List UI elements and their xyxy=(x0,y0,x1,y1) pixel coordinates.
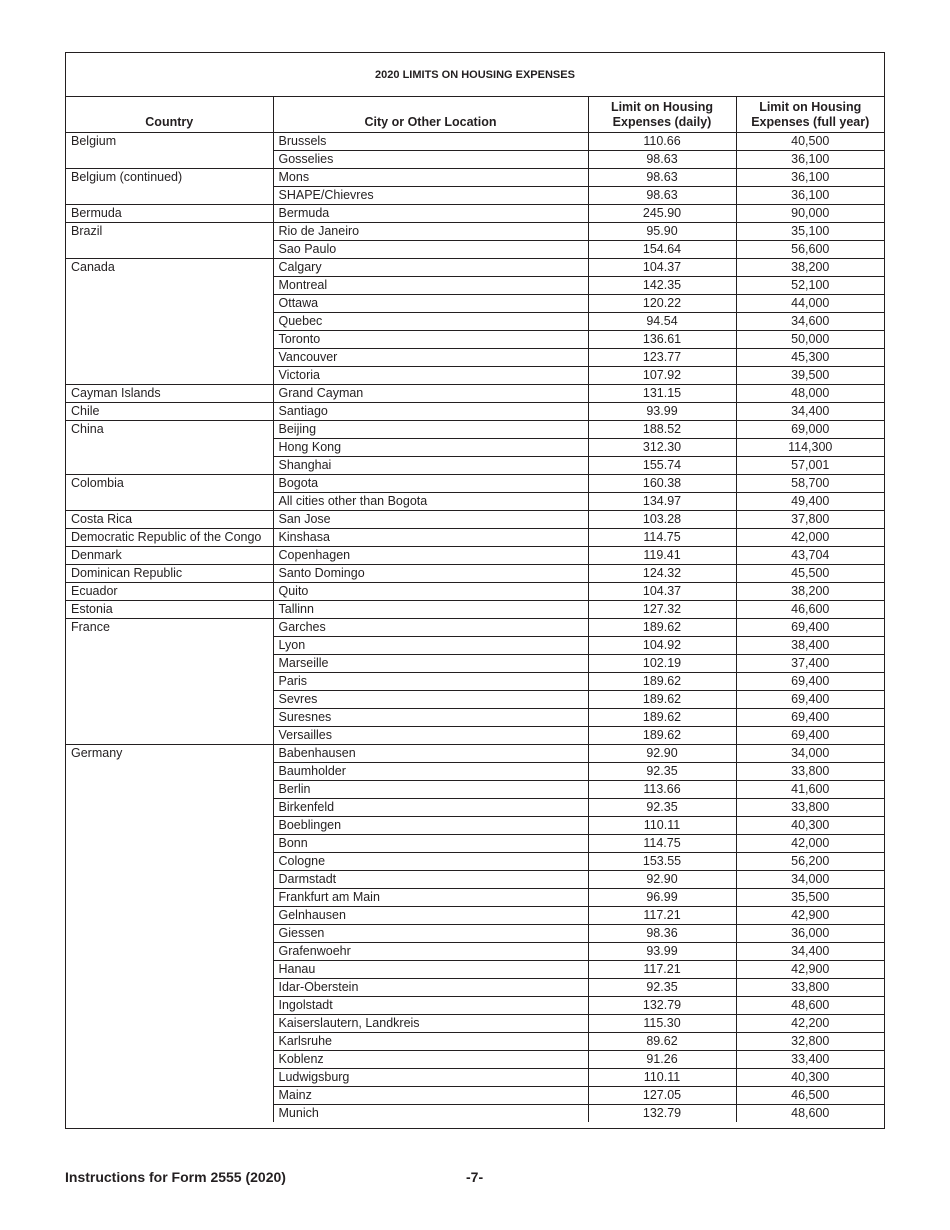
daily-limit-cell: 189.62 xyxy=(588,727,736,745)
city-cell: SHAPE/Chievres xyxy=(273,187,588,205)
table-row xyxy=(66,601,884,619)
daily-limit-cell: 98.63 xyxy=(588,151,736,169)
city-cell: Quebec xyxy=(273,313,588,331)
country-cell: Chile xyxy=(66,403,273,421)
city-cell: Boeblingen xyxy=(273,817,588,835)
table-row xyxy=(66,889,884,907)
city-cell: Giessen xyxy=(273,925,588,943)
table-row xyxy=(66,1105,884,1123)
full-year-limit-cell: 57,001 xyxy=(736,457,884,475)
full-year-limit-cell: 42,900 xyxy=(736,961,884,979)
full-year-limit-cell: 58,700 xyxy=(736,475,884,493)
table-body xyxy=(66,133,884,1123)
daily-limit-cell: 136.61 xyxy=(588,331,736,349)
city-cell: Baumholder xyxy=(273,763,588,781)
table-row xyxy=(66,349,884,367)
full-year-limit-cell: 34,400 xyxy=(736,943,884,961)
daily-limit-cell: 110.11 xyxy=(588,1069,736,1087)
city-cell: Bogota xyxy=(273,475,588,493)
full-year-limit-cell: 49,400 xyxy=(736,493,884,511)
city-cell: Tallinn xyxy=(273,601,588,619)
daily-header-line1: Limit on Housing xyxy=(610,100,714,114)
daily-limit-cell: 115.30 xyxy=(588,1015,736,1033)
table-row xyxy=(66,187,884,205)
full-year-limit-cell: 42,000 xyxy=(736,529,884,547)
daily-limit-cell: 107.92 xyxy=(588,367,736,385)
full-year-limit-cell: 34,400 xyxy=(736,403,884,421)
daily-limit-cell: 189.62 xyxy=(588,691,736,709)
full-year-limit-cell: 46,600 xyxy=(736,601,884,619)
full-year-limit-cell: 35,500 xyxy=(736,889,884,907)
table-row xyxy=(66,817,884,835)
full-year-limit-cell: 69,400 xyxy=(736,691,884,709)
table-row xyxy=(66,799,884,817)
column-header-full-year-limit xyxy=(736,97,884,133)
country-cell xyxy=(66,151,273,169)
country-cell xyxy=(66,781,273,799)
daily-limit-cell: 123.77 xyxy=(588,349,736,367)
full-year-limit-cell: 48,000 xyxy=(736,385,884,403)
table-row xyxy=(66,457,884,475)
daily-limit-cell: 89.62 xyxy=(588,1033,736,1051)
housing-limits-table xyxy=(66,97,884,1122)
city-cell: Lyon xyxy=(273,637,588,655)
full-year-limit-cell: 35,100 xyxy=(736,223,884,241)
city-cell: Versailles xyxy=(273,727,588,745)
daily-limit-cell: 245.90 xyxy=(588,205,736,223)
full-year-limit-cell: 38,200 xyxy=(736,583,884,601)
country-cell: China xyxy=(66,421,273,439)
city-cell: Santo Domingo xyxy=(273,565,588,583)
table-row xyxy=(66,1015,884,1033)
table-row xyxy=(66,691,884,709)
daily-limit-cell: 93.99 xyxy=(588,943,736,961)
full-year-limit-cell: 33,400 xyxy=(736,1051,884,1069)
country-cell xyxy=(66,1069,273,1087)
table-row xyxy=(66,223,884,241)
city-cell: Sao Paulo xyxy=(273,241,588,259)
full-year-limit-cell: 34,600 xyxy=(736,313,884,331)
city-cell: Victoria xyxy=(273,367,588,385)
full-year-limit-cell: 40,300 xyxy=(736,817,884,835)
full-year-limit-cell: 33,800 xyxy=(736,763,884,781)
country-cell: Brazil xyxy=(66,223,273,241)
city-cell: Frankfurt am Main xyxy=(273,889,588,907)
full-year-limit-cell: 56,600 xyxy=(736,241,884,259)
city-cell: Ingolstadt xyxy=(273,997,588,1015)
table-row xyxy=(66,331,884,349)
full-year-limit-cell: 50,000 xyxy=(736,331,884,349)
table-row xyxy=(66,367,884,385)
country-cell xyxy=(66,817,273,835)
country-cell xyxy=(66,493,273,511)
table-row xyxy=(66,295,884,313)
city-cell: Koblenz xyxy=(273,1051,588,1069)
country-cell: Germany xyxy=(66,745,273,763)
full-year-limit-cell: 40,300 xyxy=(736,1069,884,1087)
daily-limit-cell: 91.26 xyxy=(588,1051,736,1069)
table-row xyxy=(66,709,884,727)
table-row xyxy=(66,835,884,853)
table-row xyxy=(66,403,884,421)
table-row xyxy=(66,925,884,943)
city-cell: Garches xyxy=(273,619,588,637)
full-year-limit-cell: 42,900 xyxy=(736,907,884,925)
full-year-limit-cell: 44,000 xyxy=(736,295,884,313)
full-year-limit-cell: 39,500 xyxy=(736,367,884,385)
daily-limit-cell: 95.90 xyxy=(588,223,736,241)
daily-limit-cell: 114.75 xyxy=(588,529,736,547)
country-cell xyxy=(66,655,273,673)
table-title: 2020 LIMITS ON HOUSING EXPENSES xyxy=(66,53,884,97)
daily-limit-cell: 132.79 xyxy=(588,1105,736,1123)
full-year-limit-cell: 69,400 xyxy=(736,673,884,691)
full-year-limit-cell: 114,300 xyxy=(736,439,884,457)
daily-limit-cell: 120.22 xyxy=(588,295,736,313)
country-cell xyxy=(66,331,273,349)
table-row xyxy=(66,907,884,925)
country-cell xyxy=(66,241,273,259)
country-cell: Denmark xyxy=(66,547,273,565)
full-year-limit-cell: 36,100 xyxy=(736,187,884,205)
country-cell: Canada xyxy=(66,259,273,277)
full-year-limit-cell: 48,600 xyxy=(736,1105,884,1123)
city-cell: Birkenfeld xyxy=(273,799,588,817)
table-row xyxy=(66,871,884,889)
table-row xyxy=(66,673,884,691)
country-cell xyxy=(66,367,273,385)
city-cell: Mainz xyxy=(273,1087,588,1105)
full-year-limit-cell: 69,400 xyxy=(736,709,884,727)
daily-limit-cell: 96.99 xyxy=(588,889,736,907)
country-cell xyxy=(66,313,273,331)
table-row xyxy=(66,583,884,601)
table-row xyxy=(66,421,884,439)
daily-limit-cell: 92.35 xyxy=(588,799,736,817)
country-cell xyxy=(66,349,273,367)
city-cell: Grafenwoehr xyxy=(273,943,588,961)
country-cell xyxy=(66,853,273,871)
country-cell xyxy=(66,799,273,817)
table-row xyxy=(66,205,884,223)
country-cell: Belgium (continued) xyxy=(66,169,273,187)
country-cell xyxy=(66,187,273,205)
city-cell: Hanau xyxy=(273,961,588,979)
daily-limit-cell: 92.90 xyxy=(588,745,736,763)
full-year-limit-cell: 46,500 xyxy=(736,1087,884,1105)
full-year-limit-cell: 34,000 xyxy=(736,745,884,763)
city-cell: Ottawa xyxy=(273,295,588,313)
country-cell xyxy=(66,295,273,313)
full-year-limit-cell: 32,800 xyxy=(736,1033,884,1051)
daily-limit-cell: 160.38 xyxy=(588,475,736,493)
city-cell: Mons xyxy=(273,169,588,187)
table-row xyxy=(66,979,884,997)
daily-limit-cell: 127.05 xyxy=(588,1087,736,1105)
city-cell: Berlin xyxy=(273,781,588,799)
full-year-limit-cell: 52,100 xyxy=(736,277,884,295)
city-cell: Darmstadt xyxy=(273,871,588,889)
daily-limit-cell: 131.15 xyxy=(588,385,736,403)
country-cell: Cayman Islands xyxy=(66,385,273,403)
country-cell: Colombia xyxy=(66,475,273,493)
country-cell xyxy=(66,637,273,655)
full-year-limit-cell: 45,500 xyxy=(736,565,884,583)
full-year-limit-cell: 38,200 xyxy=(736,259,884,277)
table-row xyxy=(66,259,884,277)
country-cell xyxy=(66,763,273,781)
city-cell: All cities other than Bogota xyxy=(273,493,588,511)
table-row xyxy=(66,745,884,763)
country-cell: Dominican Republic xyxy=(66,565,273,583)
table-row xyxy=(66,637,884,655)
table-row xyxy=(66,997,884,1015)
daily-limit-cell: 110.11 xyxy=(588,817,736,835)
footer-page-number: -7- xyxy=(466,1169,484,1185)
country-cell xyxy=(66,691,273,709)
city-cell: Brussels xyxy=(273,133,588,151)
country-cell xyxy=(66,979,273,997)
daily-limit-cell: 188.52 xyxy=(588,421,736,439)
full-year-limit-cell: 90,000 xyxy=(736,205,884,223)
full-year-limit-cell: 69,400 xyxy=(736,619,884,637)
full-year-limit-cell: 33,800 xyxy=(736,799,884,817)
city-cell: Kinshasa xyxy=(273,529,588,547)
full-year-limit-cell: 36,100 xyxy=(736,151,884,169)
daily-limit-cell: 127.32 xyxy=(588,601,736,619)
country-cell xyxy=(66,943,273,961)
daily-limit-cell: 92.35 xyxy=(588,763,736,781)
country-cell xyxy=(66,925,273,943)
housing-limits-table-frame xyxy=(65,52,885,1129)
table-row xyxy=(66,1069,884,1087)
full-year-limit-cell: 33,800 xyxy=(736,979,884,997)
city-cell: Vancouver xyxy=(273,349,588,367)
footer-form-name: Instructions for Form 2555 (2020) xyxy=(65,1169,286,1185)
table-row xyxy=(66,547,884,565)
table-row xyxy=(66,1087,884,1105)
table-row xyxy=(66,241,884,259)
city-cell: Ludwigsburg xyxy=(273,1069,588,1087)
daily-limit-cell: 312.30 xyxy=(588,439,736,457)
daily-limit-cell: 104.92 xyxy=(588,637,736,655)
full-year-limit-cell: 41,600 xyxy=(736,781,884,799)
daily-limit-cell: 92.90 xyxy=(588,871,736,889)
country-cell xyxy=(66,1015,273,1033)
column-header-city: City or Other Location xyxy=(273,97,588,133)
daily-limit-cell: 117.21 xyxy=(588,961,736,979)
country-cell xyxy=(66,277,273,295)
table-row xyxy=(66,1033,884,1051)
table-row xyxy=(66,313,884,331)
daily-limit-cell: 93.99 xyxy=(588,403,736,421)
full-year-limit-cell: 37,400 xyxy=(736,655,884,673)
city-cell: Karlsruhe xyxy=(273,1033,588,1051)
table-row xyxy=(66,385,884,403)
table-row xyxy=(66,511,884,529)
table-row xyxy=(66,943,884,961)
table-row xyxy=(66,619,884,637)
full-year-limit-cell: 40,500 xyxy=(736,133,884,151)
city-cell: Marseille xyxy=(273,655,588,673)
full-year-limit-cell: 48,600 xyxy=(736,997,884,1015)
daily-limit-cell: 103.28 xyxy=(588,511,736,529)
city-cell: Cologne xyxy=(273,853,588,871)
city-cell: Montreal xyxy=(273,277,588,295)
daily-limit-cell: 110.66 xyxy=(588,133,736,151)
full-year-limit-cell: 69,000 xyxy=(736,421,884,439)
column-header-country: Country xyxy=(145,115,194,129)
header-row xyxy=(66,97,884,133)
country-cell: Estonia xyxy=(66,601,273,619)
daily-limit-cell: 92.35 xyxy=(588,979,736,997)
country-cell: Bermuda xyxy=(66,205,273,223)
table-row xyxy=(66,277,884,295)
country-cell xyxy=(66,1105,273,1123)
table-row xyxy=(66,727,884,745)
city-cell: Shanghai xyxy=(273,457,588,475)
city-cell: Hong Kong xyxy=(273,439,588,457)
table-row xyxy=(66,853,884,871)
table-row xyxy=(66,655,884,673)
city-cell: Kaiserslautern, Landkreis xyxy=(273,1015,588,1033)
country-cell xyxy=(66,961,273,979)
daily-limit-cell: 102.19 xyxy=(588,655,736,673)
city-cell: Quito xyxy=(273,583,588,601)
city-cell: Babenhausen xyxy=(273,745,588,763)
daily-limit-cell: 94.54 xyxy=(588,313,736,331)
city-cell: Gosselies xyxy=(273,151,588,169)
daily-limit-cell: 113.66 xyxy=(588,781,736,799)
table-row xyxy=(66,133,884,151)
daily-limit-cell: 134.97 xyxy=(588,493,736,511)
country-cell: Belgium xyxy=(66,133,273,151)
daily-limit-cell: 189.62 xyxy=(588,709,736,727)
table-row xyxy=(66,565,884,583)
country-cell xyxy=(66,1051,273,1069)
daily-limit-cell: 114.75 xyxy=(588,835,736,853)
country-cell xyxy=(66,457,273,475)
city-cell: Munich xyxy=(273,1105,588,1123)
city-cell: San Jose xyxy=(273,511,588,529)
daily-limit-cell: 124.32 xyxy=(588,565,736,583)
full-year-limit-cell: 38,400 xyxy=(736,637,884,655)
daily-limit-cell: 155.74 xyxy=(588,457,736,475)
country-cell xyxy=(66,1033,273,1051)
country-cell: France xyxy=(66,619,273,637)
city-cell: Bonn xyxy=(273,835,588,853)
city-cell: Toronto xyxy=(273,331,588,349)
daily-limit-cell: 142.35 xyxy=(588,277,736,295)
full-header-line1: Limit on Housing xyxy=(759,100,862,114)
full-year-limit-cell: 34,000 xyxy=(736,871,884,889)
table-row xyxy=(66,475,884,493)
city-cell: Paris xyxy=(273,673,588,691)
daily-limit-cell: 119.41 xyxy=(588,547,736,565)
city-cell: Santiago xyxy=(273,403,588,421)
daily-limit-cell: 98.63 xyxy=(588,187,736,205)
full-header-line2: Expenses (full year) xyxy=(751,115,870,129)
city-cell: Bermuda xyxy=(273,205,588,223)
daily-limit-cell: 189.62 xyxy=(588,619,736,637)
city-cell: Gelnhausen xyxy=(273,907,588,925)
city-cell: Copenhagen xyxy=(273,547,588,565)
country-cell: Democratic Republic of the Congo xyxy=(66,529,273,547)
city-cell: Sevres xyxy=(273,691,588,709)
daily-limit-cell: 98.63 xyxy=(588,169,736,187)
country-cell xyxy=(66,709,273,727)
table-row xyxy=(66,169,884,187)
city-cell: Calgary xyxy=(273,259,588,277)
daily-limit-cell: 153.55 xyxy=(588,853,736,871)
full-year-limit-cell: 36,000 xyxy=(736,925,884,943)
daily-limit-cell: 189.62 xyxy=(588,673,736,691)
table-row xyxy=(66,439,884,457)
city-cell: Grand Cayman xyxy=(273,385,588,403)
daily-header-line2: Expenses (daily) xyxy=(612,115,712,129)
full-year-limit-cell: 43,704 xyxy=(736,547,884,565)
full-year-limit-cell: 37,800 xyxy=(736,511,884,529)
full-year-limit-cell: 69,400 xyxy=(736,727,884,745)
table-row xyxy=(66,1051,884,1069)
country-cell xyxy=(66,907,273,925)
country-cell xyxy=(66,997,273,1015)
country-cell xyxy=(66,889,273,907)
table-row xyxy=(66,151,884,169)
daily-limit-cell: 98.36 xyxy=(588,925,736,943)
table-row xyxy=(66,763,884,781)
daily-limit-cell: 132.79 xyxy=(588,997,736,1015)
city-cell: Suresnes xyxy=(273,709,588,727)
daily-limit-cell: 154.64 xyxy=(588,241,736,259)
table-row xyxy=(66,529,884,547)
country-cell xyxy=(66,439,273,457)
country-cell xyxy=(66,1087,273,1105)
country-cell xyxy=(66,835,273,853)
full-year-limit-cell: 45,300 xyxy=(736,349,884,367)
city-cell: Rio de Janeiro xyxy=(273,223,588,241)
full-year-limit-cell: 42,000 xyxy=(736,835,884,853)
country-cell xyxy=(66,673,273,691)
table-row xyxy=(66,493,884,511)
country-cell xyxy=(66,727,273,745)
city-cell: Beijing xyxy=(273,421,588,439)
full-year-limit-cell: 56,200 xyxy=(736,853,884,871)
city-cell: Idar-Oberstein xyxy=(273,979,588,997)
column-header-daily-limit xyxy=(588,97,736,133)
country-cell: Costa Rica xyxy=(66,511,273,529)
table-row xyxy=(66,961,884,979)
daily-limit-cell: 104.37 xyxy=(588,259,736,277)
country-cell: Ecuador xyxy=(66,583,273,601)
table-row xyxy=(66,781,884,799)
full-year-limit-cell: 36,100 xyxy=(736,169,884,187)
full-year-limit-cell: 42,200 xyxy=(736,1015,884,1033)
daily-limit-cell: 117.21 xyxy=(588,907,736,925)
daily-limit-cell: 104.37 xyxy=(588,583,736,601)
country-cell xyxy=(66,871,273,889)
